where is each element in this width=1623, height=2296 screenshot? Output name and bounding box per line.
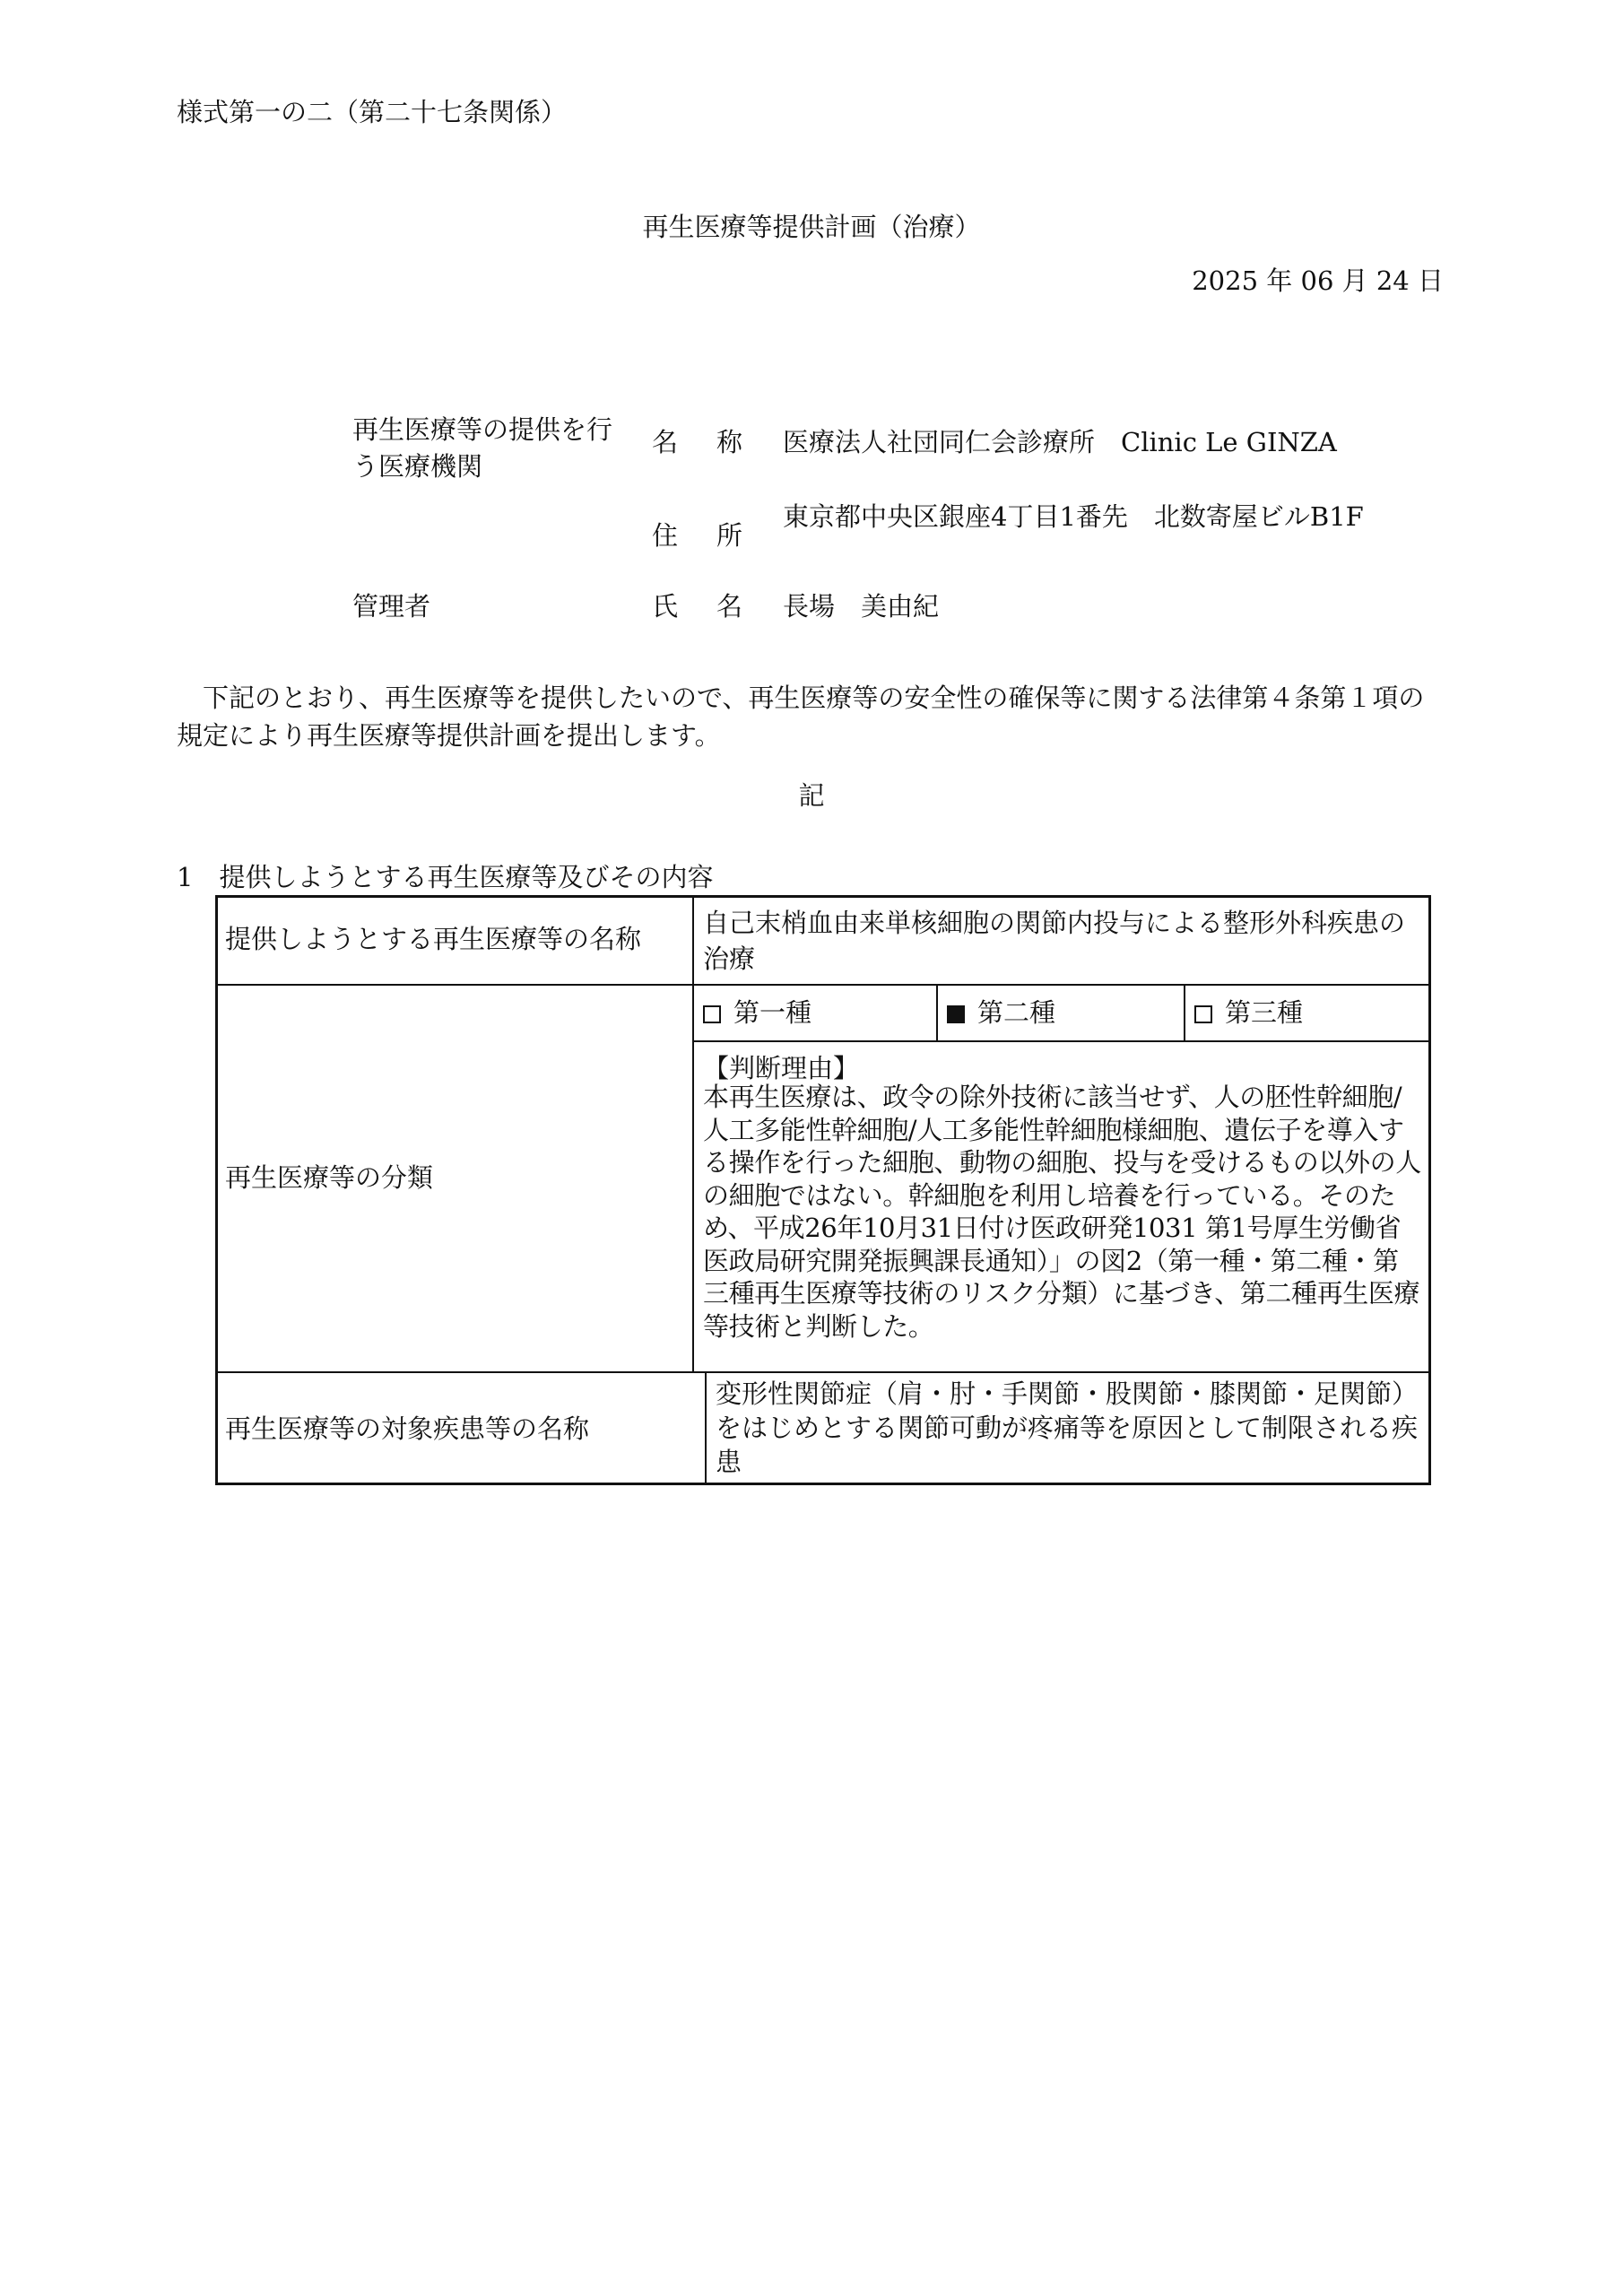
row1-label: 提供しようとする再生医療等の名称 bbox=[225, 924, 642, 954]
checkbox-checked-icon bbox=[947, 1005, 965, 1023]
label-char: 住 bbox=[652, 520, 679, 551]
form-number: 様式第一の二（第二十七条関係） bbox=[177, 97, 568, 127]
label-char: 氏 bbox=[652, 591, 679, 622]
date-month-unit: 月 bbox=[1341, 265, 1368, 296]
label-char: 称 bbox=[716, 427, 743, 457]
section-1-title: 1 提供しようとする再生医療等及びその内容 bbox=[177, 862, 714, 892]
row2-label: 再生医療等の分類 bbox=[225, 1162, 434, 1193]
checkbox-unchecked-icon bbox=[703, 1005, 721, 1023]
column-divider bbox=[692, 898, 694, 1371]
date-day: 24 bbox=[1376, 265, 1410, 296]
row3-value: 変形性関節症（肩・肘・手関節・股関節・膝関節・足関節）をはじめとする関節可動が疼痛等を原因として制限される疾患 bbox=[716, 1378, 1419, 1477]
institution-name-value: 医療法人社団同仁会診療所 Clinic Le GINZA bbox=[783, 427, 1337, 457]
row-divider bbox=[218, 984, 1428, 986]
option-second-class bbox=[947, 995, 1055, 1031]
option-first-class bbox=[703, 995, 812, 1031]
date-month: 06 bbox=[1300, 265, 1334, 296]
institution-address-label bbox=[652, 520, 742, 552]
intro-paragraph: 下記のとおり、再生医療等を提供したいので、再生医療等の安全性の確保等に関する法律第４条第１項の規定により再生医療等提供計画を提出します。 bbox=[177, 683, 1425, 751]
plan-table bbox=[215, 895, 1431, 1485]
label-char: 名 bbox=[716, 591, 743, 622]
option-third-class bbox=[1194, 995, 1303, 1031]
column-divider bbox=[936, 984, 938, 1040]
reason-title: 【判断理由】 bbox=[703, 1053, 860, 1083]
date-day-unit: 日 bbox=[1417, 265, 1444, 296]
ki-heading: 記 bbox=[798, 780, 825, 811]
label-char: 名 bbox=[652, 427, 679, 457]
column-divider bbox=[705, 1371, 707, 1483]
row-divider bbox=[692, 1040, 1428, 1042]
checkbox-unchecked-icon bbox=[1194, 1005, 1212, 1023]
option-label: 第三種 bbox=[1225, 997, 1304, 1028]
manager-section-label: 管理者 bbox=[352, 591, 431, 622]
institution-name-label bbox=[652, 427, 742, 458]
document-title: 再生医療等提供計画（治療） bbox=[642, 212, 981, 242]
date-year-unit: 年 bbox=[1266, 265, 1293, 296]
column-divider bbox=[1184, 984, 1185, 1040]
institution-address-value: 東京都中央区銀座4丁目1番先 北数寄屋ビルB1F bbox=[783, 501, 1364, 532]
row1-value: 自己末梢血由来単核細胞の関節内投与による整形外科疾患の治療 bbox=[703, 908, 1406, 974]
row3-label: 再生医療等の対象疾患等の名称 bbox=[225, 1413, 590, 1444]
reason-body: 本再生医療は、政令の除外技術に該当せず、人の胚性幹細胞/人工多能性幹細胞/人工多能性幹細胞様細胞、遺伝子を導入する操作を行った細胞、動物の細胞、投与を受けるもの以外の人の細胞ではない。幹細胞を利用し培養を行っている。そのため、平成26年10月31日付け医政研発1031 第1号厚生労働省医政局研究開発振興課長通知）」の図2（第一種・第二種・第三種再生医療等技術のリスク分類）に基づき、第二種再生医療等技術と判断した。 bbox=[703, 1082, 1421, 1342]
manager-name-label bbox=[652, 591, 742, 622]
option-label: 第二種 bbox=[977, 997, 1056, 1028]
submission-date bbox=[1192, 265, 1444, 297]
date-year: 2025 bbox=[1192, 265, 1259, 296]
row-divider bbox=[218, 1371, 1428, 1373]
label-char: 所 bbox=[716, 520, 743, 551]
manager-name-value: 長場 美由紀 bbox=[783, 591, 940, 622]
option-label: 第一種 bbox=[733, 997, 812, 1028]
institution-section-label: 再生医療等の提供を行う医療機関 bbox=[352, 414, 613, 482]
